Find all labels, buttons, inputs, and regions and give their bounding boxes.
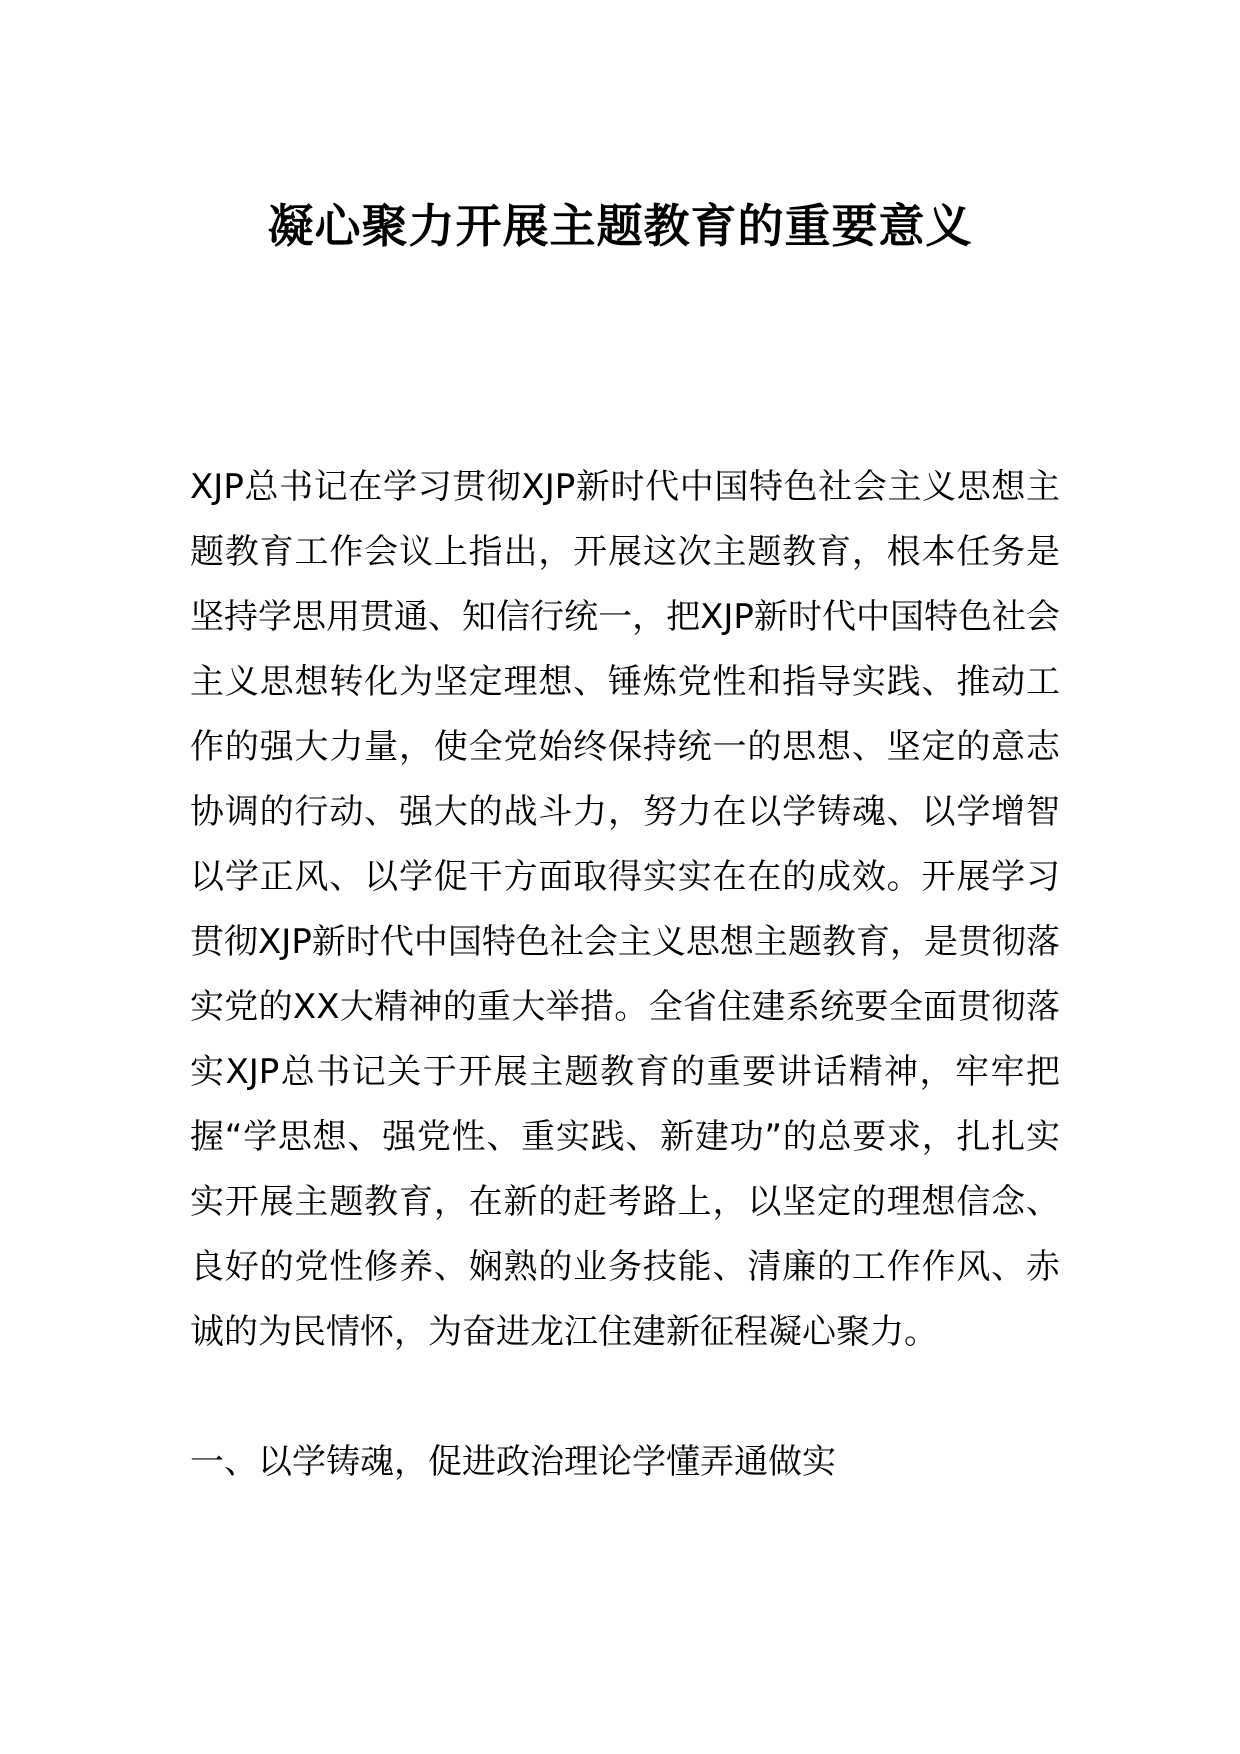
section-heading: 一、以学铸魂，促进政治理论学懂弄通做实 — [190, 1442, 836, 1482]
document-title: 凝心聚力开展主题教育的重要意义 — [267, 199, 973, 253]
body-paragraph: XJP总书记在学习贯彻XJP新时代中国特色社会主义思想主题教育工作会议上指出，开展这次主题教育，根本任务是坚持学思用贯通、知信行统一，把XJP新时代中国特色社会主义思想转化为坚定理想、锤炼党性和指导实践、推动工作的强大力量，使全党始终保持统一的思想、坚定的意志协调的行动、强大的战斗力，努力在以学铸魂、以学增智以学正风、以学促干方面取得实实在在的成效。开展学习贯彻XJP新时代中国特色社会主义思想主题教育，是贯彻落实党的XX大精神的重大举措。全省住建系统要全面贯彻落实XJP总书记关于开展主题教育的重要讲话精神，牢牢把握“学思想、强党性、重实践、新建功”的总要求，扎扎实实开展主题教育，在新的赶考路上，以坚定的理想信念、良好的党性修养、娴熟的业务技能、清廉的工作作风、赤诚的为民情怀，为奋进龙江住建新征程凝心聚力。 — [190, 467, 1060, 1352]
